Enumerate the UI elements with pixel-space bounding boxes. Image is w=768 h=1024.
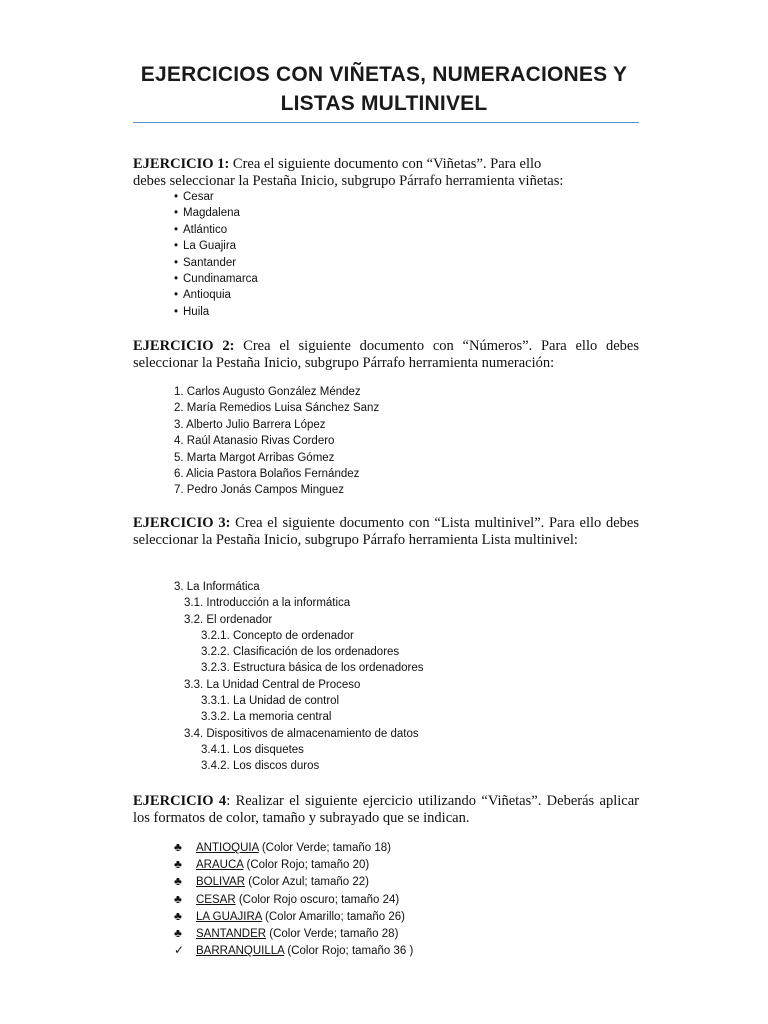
list-item-text: Cundinamarca (183, 272, 258, 285)
exercise-3-heading: EJERCICIO 3: (133, 515, 231, 531)
list-item-detail: (Color Verde; tamaño 18) (258, 842, 391, 854)
list-item: 3.2. El ordenador (184, 613, 273, 626)
list-item (174, 839, 413, 856)
list-item-detail: (Color Rojo; tamaño 20) (243, 859, 370, 872)
list-item (174, 856, 413, 873)
title-underline-rule (133, 122, 639, 123)
exercise-4-instructions (133, 793, 639, 827)
list-item: 1. Carlos Augusto González Méndez (174, 386, 361, 398)
list-item-detail: (Color Rojo oscuro; tamaño 24) (235, 893, 400, 906)
exercise-4-formatted-list (174, 839, 413, 959)
exercise-3-instructions (133, 515, 639, 549)
list-item-name: ANTIOQUIA (196, 842, 259, 854)
list-item-name: BARRANQUILLA (196, 945, 285, 958)
exercise-4-text: : Realizar el siguiente ejercicio utilizando “Viñetas”. Deberás aplicar los formatos de color, tamaño y subrayado que se indican. (133, 793, 639, 826)
bullet-icon: • (174, 256, 179, 269)
list-item (174, 238, 258, 254)
exercise-1-bullet-list (174, 189, 258, 320)
list-item: 3. Alberto Julio Barrera López (174, 418, 326, 431)
list-item: 3.3. La Unidad Central de Proceso (184, 678, 361, 691)
bullet-icon: • (174, 272, 179, 285)
list-item (174, 891, 413, 908)
list-item-text: Antioquia (183, 289, 231, 302)
list-item-name: BOLIVAR (196, 876, 245, 889)
list-item (174, 189, 258, 205)
list-item (174, 925, 413, 942)
list-item-name: ARAUCA (196, 859, 244, 872)
exercise-2-heading: EJERCICIO 2: (133, 338, 235, 354)
clubs-icon: ♣ (174, 857, 182, 872)
list-item (174, 304, 258, 320)
page-title (100, 60, 668, 118)
list-item-text: Santander (183, 256, 237, 269)
list-item: 4. Raúl Atanasio Rivas Cordero (174, 435, 335, 448)
exercise-1-line-1 (133, 156, 639, 173)
list-item (174, 942, 413, 959)
list-item-text: Huila (183, 305, 210, 318)
list-item-detail: (Color Azul; tamaño 22) (245, 876, 370, 889)
clubs-icon: ♣ (174, 891, 182, 906)
exercise-1-heading: EJERCICIO 1: (133, 156, 230, 172)
list-item (174, 287, 258, 303)
list-item (174, 873, 413, 890)
list-item: 3.4.1. Los disquetes (201, 743, 304, 756)
list-item: 6. Alicia Pastora Bolaños Fernández (174, 467, 360, 480)
list-item: 2. María Remedios Luisa Sánchez Sanz (174, 402, 380, 415)
bullet-icon: • (174, 191, 179, 203)
page-title-line-1: EJERCICIOS CON VIÑETAS, NUMERACIONES Y (140, 63, 628, 86)
list-item: 3.4.2. Los discos duros (201, 760, 320, 773)
list-item: 3.2.1. Concepto de ordenador (201, 629, 354, 642)
list-item-detail: (Color Rojo; tamaño 36 ) (284, 945, 414, 958)
clubs-icon: ♣ (174, 925, 182, 940)
exercise-1-text-1: Crea el siguiente documento con “Viñetas”. Para ello (229, 156, 542, 172)
bullet-icon: • (174, 289, 179, 302)
exercise-2-numbered-list (174, 384, 379, 499)
list-item: 3.2.2. Clasificación de los ordenadores (201, 646, 400, 659)
exercise-1-instructions (133, 156, 639, 190)
list-item: 3.3.1. La Unidad de control (201, 695, 340, 708)
list-item: 7. Pedro Jonás Campos Minguez (174, 484, 345, 497)
list-item (174, 222, 258, 238)
list-item: 5. Marta Margot Arribas Gómez (174, 451, 335, 464)
bullet-icon: • (174, 240, 179, 253)
list-item-text: Atlántico (183, 223, 228, 236)
clubs-icon: ♣ (174, 840, 182, 854)
page-title-line-2: LISTAS MULTINIVEL (280, 92, 488, 115)
clubs-icon: ♣ (174, 874, 182, 889)
list-item (174, 255, 258, 271)
checkmark-icon: ✓ (174, 943, 185, 958)
bullet-icon: • (174, 207, 179, 220)
exercise-3-text: Crea el siguiente documento con “Lista multinivel”. Para ello debes seleccionar la Pestaña Inicio, subgrupo Párrafo herramienta Lista multinivel: (133, 515, 640, 548)
exercise-4-heading: EJERCICIO 4 (133, 793, 227, 809)
list-item-text: Cesar (183, 191, 214, 203)
list-item: 3.4. Dispositivos de almacenamiento de datos (184, 727, 419, 740)
list-item-detail: (Color Amarillo; tamaño 26) (261, 910, 406, 923)
exercise-2-text: Crea el siguiente documento con “Números”. Para ello debes seleccionar la Pestaña Inicio, subgrupo Párrafo herramienta numeración: (133, 338, 639, 371)
list-item (174, 271, 258, 287)
exercise-3-multilevel-list (174, 579, 423, 775)
bullet-icon: • (174, 223, 179, 236)
list-item (174, 908, 413, 925)
list-item: 3.1. Introducción a la informática (184, 597, 351, 610)
bullet-icon: • (174, 305, 179, 318)
list-item-name: CESAR (196, 893, 236, 906)
clubs-icon: ♣ (174, 908, 182, 923)
exercise-1-text-2: debes seleccionar la Pestaña Inicio, subgrupo Párrafo herramienta viñetas: (133, 173, 564, 189)
exercise-2-instructions (133, 338, 639, 372)
list-item-text: La Guajira (183, 240, 237, 253)
list-item: 3.2.3. Estructura básica de los ordenadores (201, 662, 424, 675)
list-item: 3.3.2. La memoria central (201, 711, 332, 724)
list-item (174, 205, 258, 221)
list-item-detail: (Color Verde; tamaño 28) (266, 927, 399, 940)
list-item-text: Magdalena (183, 207, 240, 220)
list-item: 3. La Informática (174, 581, 260, 593)
list-item-name: SANTANDER (196, 927, 267, 940)
list-item-name: LA GUAJIRA (196, 910, 262, 923)
